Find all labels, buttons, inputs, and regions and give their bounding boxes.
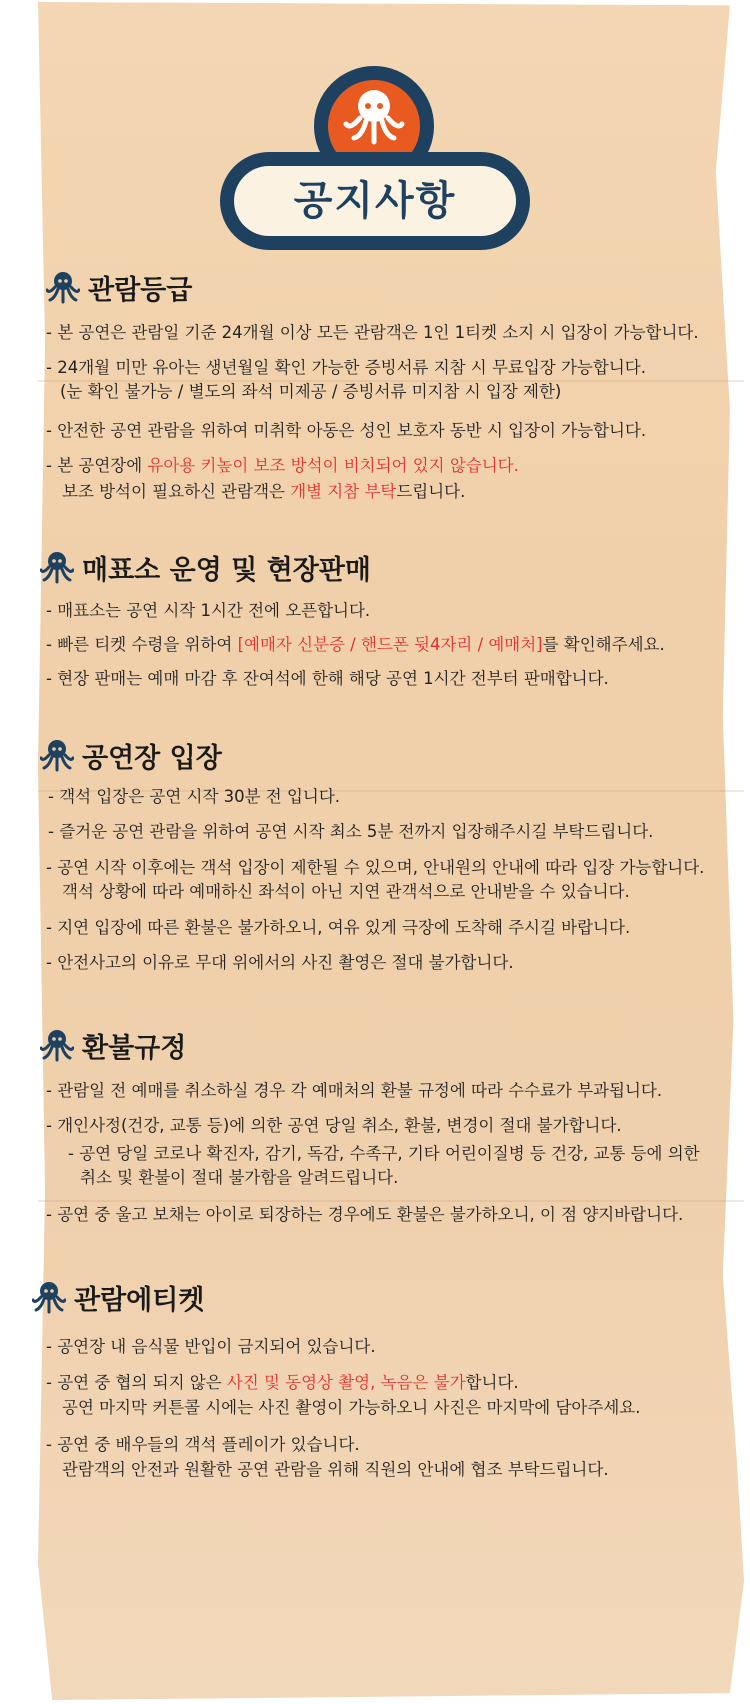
section-heading-text: 환불규정	[82, 1033, 187, 1064]
notice-line: - 공연 당일 코로나 확진자, 감기, 독감, 수족구, 기타 어린이질병 등 건강, 교통 등에 의한	[68, 1144, 700, 1163]
notice-line: - 객석 입장은 공연 시작 30분 전 입니다.	[48, 787, 341, 806]
notice-line: - 본 공연은 관람일 기준 24개월 이상 모든 관람객은 1인 1티켓 소지 시 입장이 가능합니다.	[46, 323, 699, 342]
octopus-icon	[32, 1280, 66, 1316]
notice-line: - 24개월 미만 유아는 생년월일 확인 가능한 증빙서류 지참 시 무료입장 가능합니다.	[46, 358, 646, 377]
notice-line: - 현장 판매는 예매 마감 후 잔여석에 한해 해당 공연 1시간 전부터 판매합니다.	[46, 669, 609, 688]
octopus-icon	[40, 738, 74, 774]
section-heading-text: 매표소 운영 및 현장판매	[82, 555, 372, 586]
section-heading-text: 공연장 입장	[82, 743, 222, 774]
section-heading-entry	[40, 736, 222, 775]
notice-line: 공연 마지막 커튼콜 시에는 사진 촬영이 가능하오니 사진은 마지막에 담아주세요.	[62, 1398, 641, 1417]
section-heading-rating	[46, 268, 192, 307]
notice-line: 관람객의 안전과 원활한 공연 관람을 위해 직원의 안내에 협조 부탁드립니다.	[62, 1460, 609, 1479]
notice-line: - 관람일 전 예매를 취소하실 경우 각 예매처의 환불 규정에 따라 수수료가 부과됩니다.	[46, 1081, 663, 1100]
section-heading-refund	[40, 1026, 186, 1065]
notice-line: - 매표소는 공연 시작 1시간 전에 오픈합니다.	[46, 601, 371, 620]
title-badge	[220, 66, 530, 250]
notice-line: - 개인사정(건강, 교통 등)에 의한 공연 당일 취소, 환불, 변경이 절대 불가합니다.	[46, 1116, 622, 1135]
octopus-icon	[40, 1028, 74, 1064]
notice-line: - 공연 중 울고 보채는 아이로 퇴장하는 경우에도 환불은 불가하오니, 이 점 양지바랍니다.	[46, 1205, 684, 1224]
highlight-text: 사진 및 동영상 촬영, 녹음은 불가	[226, 1373, 466, 1392]
notice-line: - 빠른 티켓 수령을 위하여 [예매자 신분증 / 핸드폰 뒷4자리 / 예매처]를 확인해주세요.	[46, 635, 665, 654]
section-heading-etiquette	[32, 1278, 204, 1317]
notice-line: - 공연 중 협의 되지 않은 사진 및 동영상 촬영, 녹음은 불가합니다.	[46, 1373, 519, 1392]
highlight-text: 개별 지참 부탁	[290, 482, 397, 501]
highlight-text: [예매자 신분증 / 핸드폰 뒷4자리 / 예매처]	[237, 635, 543, 654]
section-heading-text: 관람등급	[88, 275, 193, 306]
notice-line: - 공연 시작 이후에는 객석 입장이 제한될 수 있으며, 안내원의 안내에 따라 입장 가능합니다.	[46, 858, 705, 877]
notice-line: - 본 공연장에 유아용 키높이 보조 방석이 비치되어 있지 않습니다.	[46, 456, 519, 475]
octopus-icon	[46, 270, 80, 306]
page-title: 공지사항	[293, 178, 457, 224]
section-heading-text: 관람에티켓	[74, 1285, 205, 1316]
notice-line: - 안전한 공연 관람을 위하여 미취학 아동은 성인 보호자 동반 시 입장이 가능합니다.	[46, 421, 647, 440]
highlight-text: 유아용 키높이 보조 방석이 비치되어 있지 않습니다.	[147, 456, 519, 475]
octopus-icon	[40, 550, 74, 586]
notice-line: - 즐거운 공연 관람을 위하여 공연 시작 최소 5분 전까지 입장해주시길 부탁드립니다.	[48, 822, 654, 841]
notice-line: 취소 및 환불이 절대 불가함을 알려드립니다.	[80, 1168, 399, 1187]
notice-line: (눈 확인 불가능 / 별도의 좌석 미제공 / 증빙서류 미지참 시 입장 제한)	[60, 382, 562, 401]
notice-line: - 지연 입장에 따른 환불은 불가하오니, 여유 있게 극장에 도착해 주시길 바랍니다.	[46, 918, 631, 937]
paper-crease	[38, 1200, 744, 1202]
notice-line: 객석 상황에 따라 예매하신 좌석이 아닌 지연 관객석으로 안내받을 수 있습니다.	[62, 882, 630, 901]
notice-line: - 안전사고의 이유로 무대 위에서의 사진 촬영은 절대 불가합니다.	[46, 953, 514, 972]
notice-line: - 공연장 내 음식물 반입이 금지되어 있습니다.	[46, 1337, 376, 1356]
notice-line: 보조 방석이 필요하신 관람객은 개별 지참 부탁드립니다.	[62, 482, 466, 501]
notice-line: - 공연 중 배우들의 객석 플레이가 있습니다.	[46, 1435, 360, 1454]
octopus-icon	[342, 84, 406, 158]
section-heading-box-office	[40, 548, 371, 587]
